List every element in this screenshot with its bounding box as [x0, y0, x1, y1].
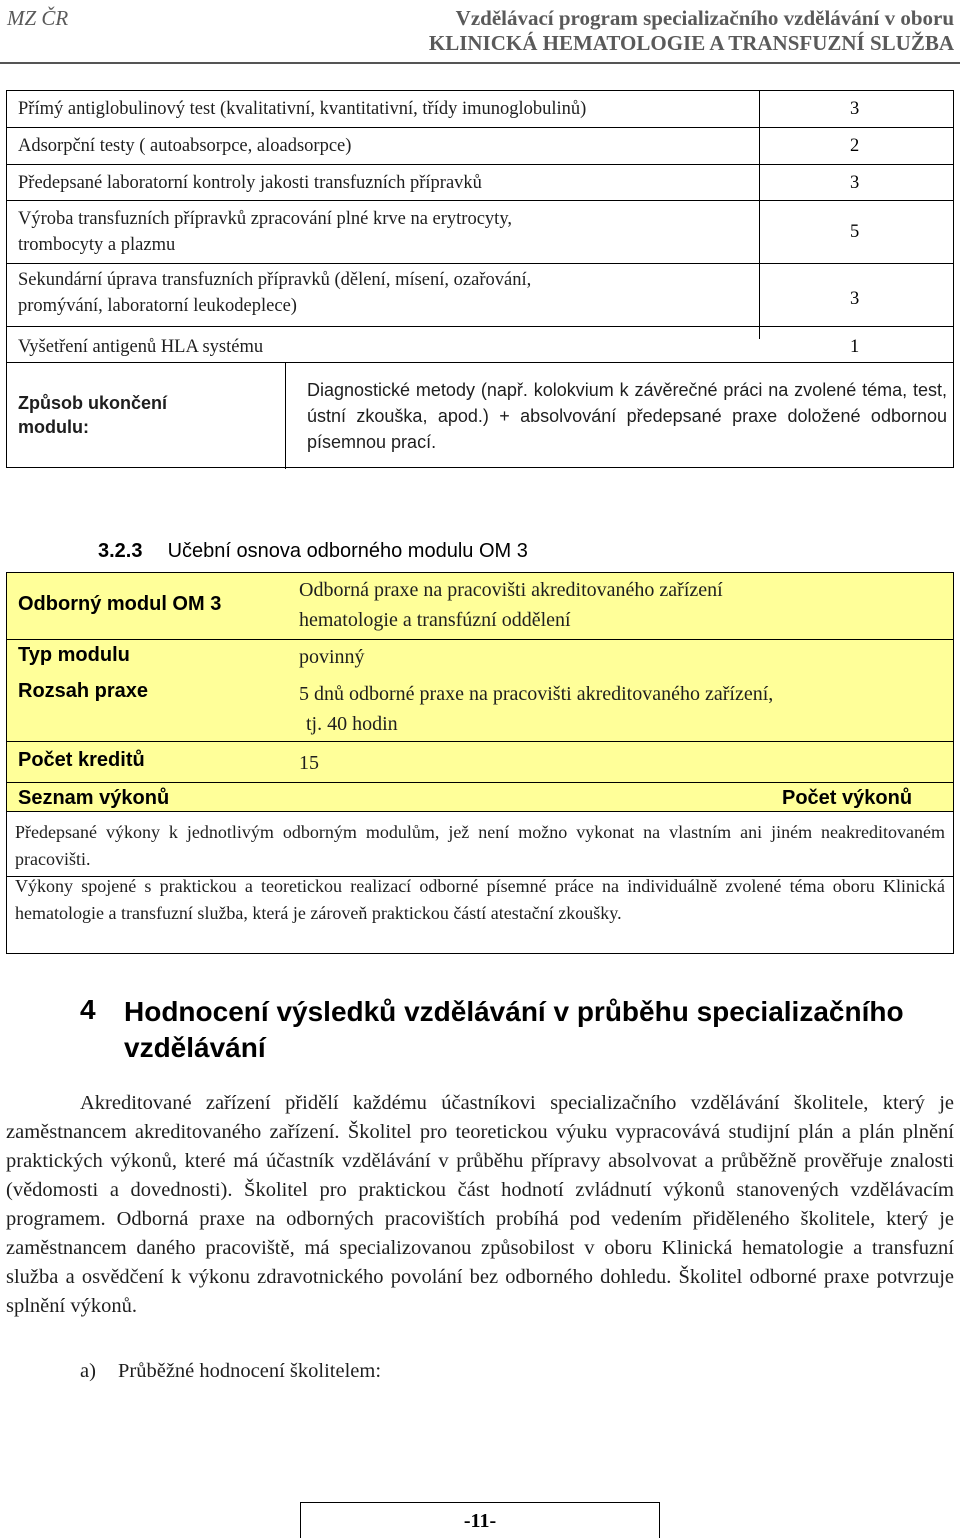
section-number: 4 — [80, 994, 96, 1025]
row-label-line2: trombocyty a plazmu — [18, 235, 176, 255]
row-divider — [7, 741, 953, 742]
row-label-line2: promývání, laboratorní leukodeplece) — [18, 296, 297, 316]
row-value: 2 — [850, 136, 860, 156]
scope-value-line1: 5 dnů odborné praxe na pracovišti akreditovaného zařízení, — [299, 683, 774, 705]
table-row — [7, 91, 953, 127]
section-paragraph: Akreditované zařízení přidělí každému účastníkovi specializačního vzdělávání školitele, který je zaměstnancem akreditovaného zařízení. Školitel pro teoretickou výuku vypracovává studijní plán a plán plnění praktických výkonů, které má účastník vzdělávání v průběhu přípravy absolvovat a průběžně prověřuje znalosti (vědomosti a dovednosti). Školitel pro praktickou část hodnotí zvládnutí výkonů stanovených vzdělávacím programem. Odborná praxe na odborných pracovištích probíhá pod vedením přiděleného školitele, který je zaměstnancem daného pracoviště, má specializovanou způsobilost v oboru Klinická hematologie a transfuzní služba a osvědčení k výkonu zdravotnického povolání bez odborného dohledu. Školitel odborné praxe potvrzuje splnění výkonů. — [6, 1092, 954, 1317]
module-value-line1: Odborná praxe na pracovišti akreditovaného zařízení — [299, 579, 723, 601]
row-value: 3 — [850, 289, 860, 309]
credits-label: Počet kreditů — [18, 749, 145, 771]
note-written-work: Výkony spojené s praktickou a teoretickou realizací odborné písemné práce na individuálně zvolené téma oboru Klinická hematologie a transfuzní služba, která je zároveň praktickou částí atestační zkoušky. — [15, 876, 945, 923]
row-label: Vyšetření antigenů HLA systému — [18, 337, 264, 357]
completion-label-line1: Způsob ukončení — [18, 393, 168, 413]
type-value: povinný — [299, 646, 365, 668]
row-value: 3 — [850, 99, 860, 119]
header-ministry: MZ ČR — [7, 6, 69, 30]
module-value-line2: hematologie a transfúzní oddělení — [299, 609, 571, 631]
row-value: 1 — [850, 337, 860, 357]
scope-label: Rozsah praxe — [18, 680, 149, 702]
row-label-line1: Výroba transfuzních přípravků zpracování plné krve na erytrocyty, — [18, 209, 512, 229]
note-prescribed: Předepsané výkony k jednotlivým odborným modulům, jež není možno vykonat na vlastním ani jiném neakreditovaném pracovišti. — [15, 822, 945, 869]
completion-text: Diagnostické metody (např. kolokvium k závěrečné práci na zvolené téma, test, ústní zkouška, apod.) + absolvování předepsané praxe doložené odbornou písemnou prací. — [307, 380, 947, 452]
page-header — [0, 0, 960, 70]
table-row — [7, 127, 953, 165]
header-rule — [0, 62, 960, 64]
subsection-number: 3.2.3 — [98, 540, 143, 562]
row-label-line1: Sekundární úprava transfuzních přípravků (dělení, mísení, ozařování, — [18, 270, 532, 290]
count-label: Počet výkonů — [782, 787, 913, 809]
module-label: Odborný modul OM 3 — [18, 593, 222, 615]
completion-label — [18, 391, 167, 439]
row-label: Předepsané laboratorní kontroly jakosti transfuzních přípravků — [18, 173, 482, 193]
completion-label-line2: modulu: — [18, 417, 89, 437]
table-row — [7, 200, 953, 264]
credits-value: 15 — [299, 752, 319, 774]
row-value: 3 — [850, 173, 860, 193]
header-field-name: KLINICKÁ HEMATOLOGIE A TRANSFUZNÍ SLUŽBA — [428, 31, 954, 55]
subsection-title: Učební osnova odborného modulu OM 3 — [167, 540, 528, 562]
performance-notes — [6, 812, 954, 954]
header-program-title: Vzdělávací program specializačního vzdělávání v oboru — [455, 6, 954, 30]
subsection-heading — [98, 540, 528, 563]
row-label: Adsorpční testy ( autoabsorpce, aloadsorpce) — [18, 136, 352, 156]
procedures-table — [6, 90, 954, 468]
list-item — [80, 1360, 381, 1383]
row-divider — [7, 782, 953, 783]
list-item-text: Průběžné hodnocení školitelem: — [118, 1360, 382, 1382]
table-row — [7, 164, 953, 201]
row-value: 5 — [850, 222, 860, 242]
table-row — [7, 263, 953, 327]
section-title: Hodnocení výsledků vzdělávání v průběhu specializačního vzdělávání — [124, 996, 904, 1063]
table-row — [7, 326, 953, 363]
module-table — [6, 572, 954, 812]
page-number: -11- — [300, 1502, 660, 1538]
type-label: Typ modulu — [18, 644, 130, 666]
row-divider — [7, 639, 953, 640]
list-marker: a) — [80, 1360, 96, 1382]
scope-value-line2: tj. 40 hodin — [306, 713, 398, 735]
column-divider — [285, 363, 286, 469]
row-label: Přímý antiglobulinový test (kvalitativní, kvantitativní, třídy imunoglobulinů) — [18, 99, 587, 119]
list-label: Seznam výkonů — [18, 787, 170, 809]
